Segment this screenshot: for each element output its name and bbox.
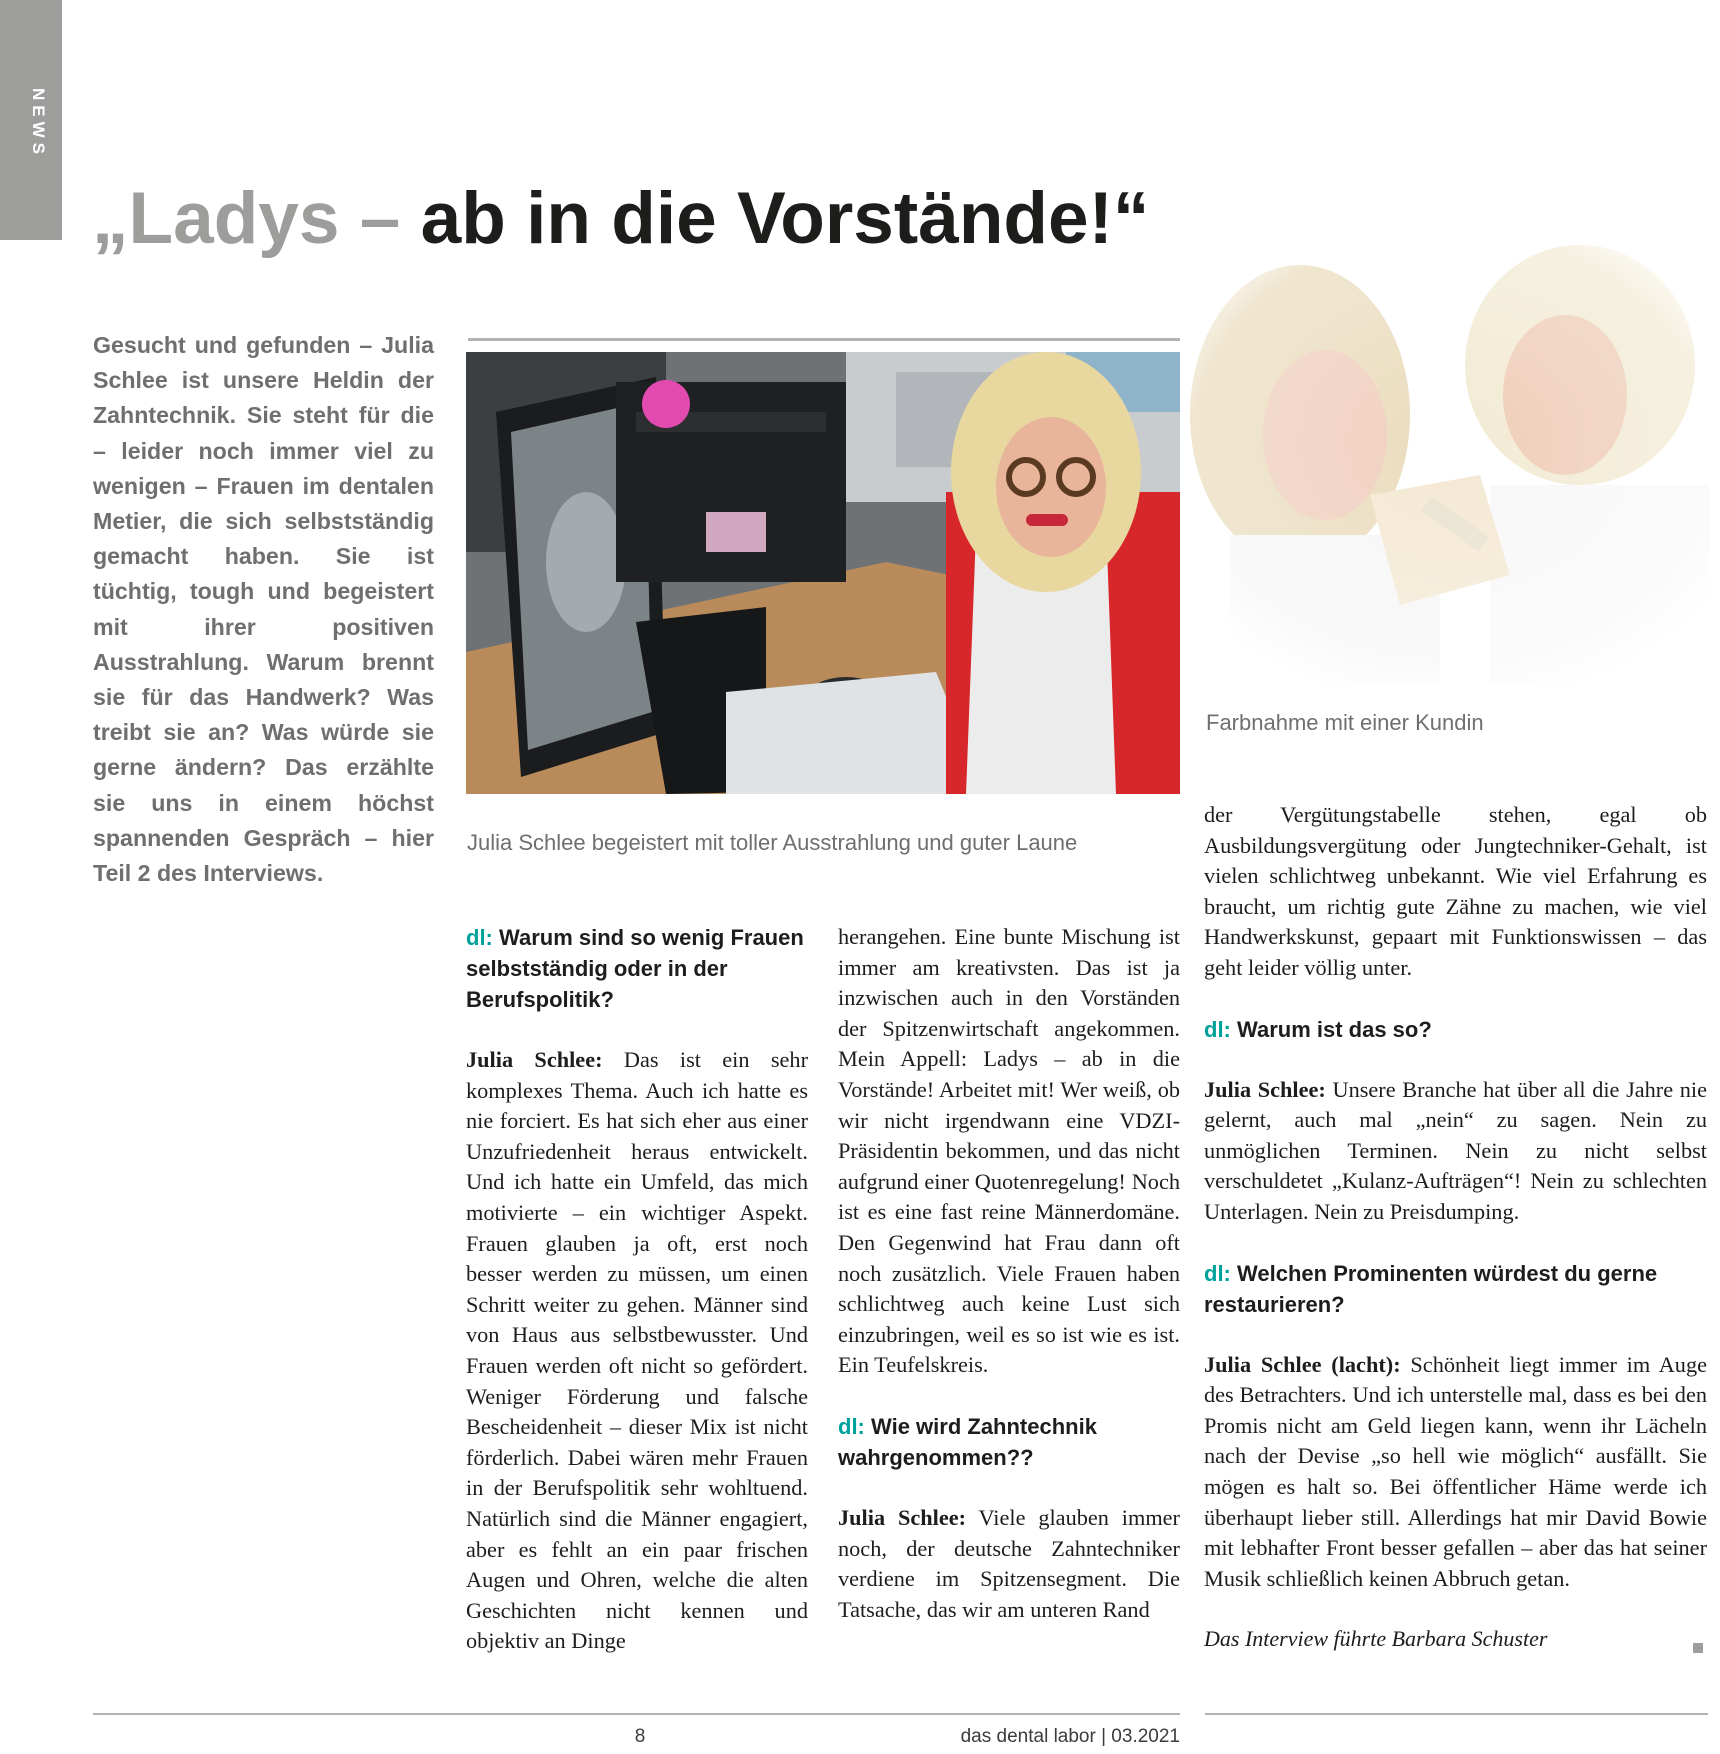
photo-shade-taking [1180, 245, 1720, 685]
question-2-text: Wie wird Zahntechnik wahrgenommen?? [838, 1413, 1097, 1470]
photo-lab-desk [466, 352, 1180, 794]
answer-4-text: Schönheit liegt immer im Auge des Betrachters. Und ich unterstelle mal, dass es bei den Promis nicht am Geld liegen kann, wenn ihr Lächeln nach der Devise „so hell wie möglich“ ausfällt. Sie mögen es halt so. Bei öffentlicher Häme werde ich überhaupt lieber still. Allerdings hat mir David Bowie mit lebhafter Front besser gefallen – aber das hat seiner Musik schließlich keinen Abbruch getan. [1204, 1351, 1708, 1591]
footer-rule [93, 1713, 1180, 1715]
interview-column-1 [466, 922, 808, 1657]
interviewer-tag: dl: [466, 925, 493, 950]
question-4 [1204, 1258, 1707, 1320]
photo-top-rule [468, 338, 1180, 341]
interview-credit: Das Interview führte Barbara Schuster [1204, 1626, 1548, 1652]
question-1-text: Warum sind so wenig Frauen selbstständig oder in der Berufspolitik? [466, 925, 804, 1012]
question-4-text: Welchen Prominenten würdest du gerne restaurieren? [1204, 1260, 1658, 1317]
answer-1 [466, 1045, 808, 1657]
lead-paragraph: Gesucht und gefunden – Julia Schlee ist unsere Heldin der Zahntechnik. Sie steht für die – leider noch immer viel zu wenigen – Frauen im dentalen Metier, die sich selbstständig gemacht haben. Sie ist tüchtig, tough und begeistert mit ihrer positiven Ausstrahlung. Warum brennt sie für das Handwerk? Was treibt sie an? Was würde sie gerne ändern? Das erzählte sie uns in einem höchst spannenden Gespräch – hier Teil 2 des Interviews. [93, 332, 434, 887]
headline [92, 176, 1192, 262]
answer-1-text: Das ist ein sehr komplexes Thema. Auch ich hatte es nie forciert. Es hat sich eher aus einer Unzufriedenheit heraus entwickelt. Und ich hatte ein Umfeld, das mich motivierte – ein wichtiger Aspekt. Frauen glauben ja oft, erst noch besser werden zu müssen, um einen Schritt weiter zu gehen. Männer sind von Haus aus selbstbewusster. Und Frauen werden oft nicht so gefördert. Weniger Förderung und falsche Bescheidenheit – dieser Mix ist nicht förderlich. Dabei wären mehr Frauen in der Berufspolitik sehr wohltuend. Natürlich sind die Männer engagiert, aber es fehlt an ein paar frischen Augen und Ohren, welche die alten Geschichten nicht kennen und objektiv an Dinge [466, 1047, 808, 1654]
question-3-text: Warum ist das so? [1237, 1016, 1432, 1042]
magazine-issue: das dental labor | 03.2021 [960, 1726, 1180, 1747]
interviewer-tag: dl: [838, 1413, 865, 1439]
headline-part-1: „Ladys – [92, 178, 421, 259]
answer-2 [838, 1503, 1180, 1625]
answer-4 [1204, 1350, 1707, 1595]
speaker-name: Julia Schlee: [466, 1047, 603, 1072]
question-3 [1204, 1014, 1707, 1045]
answer-2-continued: der Vergütungstabelle stehen, egal ob Ausbildungsvergütung oder Jungtechniker-Gehalt, ist vielen schlichtweg unbekannt. Wie viel Erfahrung es braucht, um richtig gute Zähne zu machen, wie viel Handwerkskunst, gepaart mit Funktionswissen – das geht leider völlig unter. [1204, 802, 1707, 980]
section-label: NEWS [29, 88, 48, 159]
question-1 [466, 922, 808, 1015]
answer-3 [1204, 1075, 1707, 1228]
interview-column-3 [1204, 800, 1707, 1655]
interview-column-2 [838, 922, 1180, 1625]
speaker-name: Julia Schlee (lacht): [1204, 1351, 1401, 1377]
answer-2-text: Viele glauben immer noch, der deutsche Zahntechniker verdiene im Spitzensegment. Die Tatsache, das wir am unteren Rand [838, 1504, 1180, 1622]
answer-3-text: Unsere Branche hat über all die Jahre nie gelernt, auch mal „nein“ zu sagen. Nein zu unmöglichen Terminen. Nein zu nicht selbst verschuldetet „Kulanz-Aufträgen“! Nein zu schlechten Unterlagen. Nein zu Preisdumping. [1204, 1076, 1708, 1224]
speaker-name: Julia Schlee: [1204, 1076, 1326, 1102]
headline-part-2: ab in die Vorstände!“ [420, 178, 1150, 259]
photo-caption-shade: Farbnahme mit einer Kundin [1206, 710, 1484, 735]
speaker-name: Julia Schlee: [838, 1504, 967, 1530]
interviewer-tag: dl: [1204, 1260, 1231, 1286]
footer-rule [1205, 1713, 1708, 1715]
question-2 [838, 1411, 1180, 1473]
photo-caption-lab: Julia Schlee begeistert mit toller Ausstrahlung und guter Laune [467, 830, 1078, 855]
answer-1-continued: herangehen. Eine bunte Mischung ist immer am kreativsten. Das ist ja inzwischen auch in den Vorständen der Spitzenwirtschaft angekommen. Mein Appell: Ladys – ab in die Vorstände! Arbeitet mit! Wer weiß, ob wir nicht irgendwann eine VDZI-Präsidentin bekommen, und das nicht aufgrund einer Quotenregelung! Noch ist es eine fast reine Männerdomäne. Den Gegenwind hat Frau dann oft noch zusätzlich. Viele Frauen haben schlichtweg auch keine Lust sich einzubringen, weil es so ist wie es ist. Ein Teufelskreis. [838, 924, 1180, 1378]
interviewer-tag: dl: [1204, 1016, 1231, 1042]
page-number: 8 [634, 1726, 646, 1747]
article-end-mark [1693, 1643, 1703, 1653]
